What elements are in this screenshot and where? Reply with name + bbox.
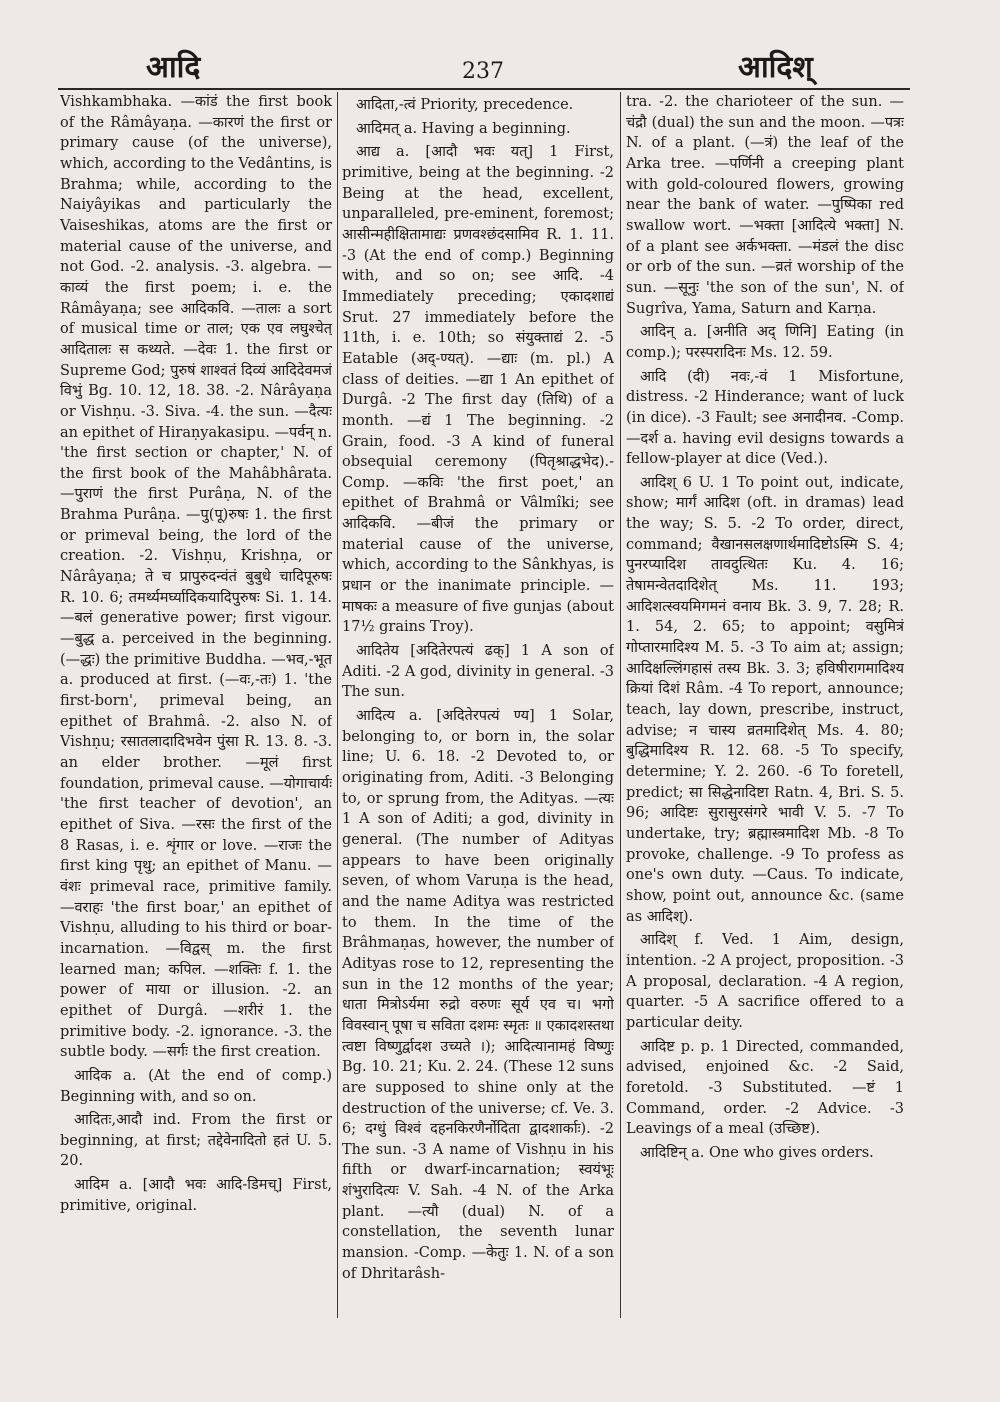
entry-paragraph: आदित्य a. [अदितेरपत्यं ण्य] 1 Solar, belonging to, or born in, the solar line; U. 6. 18. -2 Devoted to, or originating from, Aditi. -3 Belonging to, or sprung from, the Adityas. —त्यः 1 A son of Aditi; a god, divinity in general. (The number of Adityas appears to have been originally seven, of whom Varuṇa is the head, and the name Aditya was restricted to them. In the time of the Brâhmaṇas, however, the number of Adityas rose to 12, representing the sun in the 12 months of the year; धाता मित्रोऽर्यमा रुद्रो वरुणः सूर्य एव च। भगो विवस्वान् पूषा च सविता दशमः स्मृतः ॥ एकादशस्तथा त्वष्टा विष्णुर्द्वादश उच्यते ।); आदित्यानामहं विष्णुः Bg. 10. 21; Ku. 2. 24. (These 12 suns are supposed to shine only at the destruction of the universe; cf. Ve. 3. 6; दग्धुं विश्वं दहनकिरणैर्नोदिता द्वादशार्काः). -2 The sun. -3 A name of Vishṇu in his fifth or dwarf-incarnation; स्वयंभूः शंभुरादित्यः V. Sah. -4 N. of the Arka plant. —त्यौ (dual) N. of a constellation, the seventh lunar mansion. -Comp. —केतुः 1. N. of a son of Dhritarâsh- bbox=[342, 708, 614, 1282]
entry-paragraph: आदिमत् a. Having a beginning. bbox=[356, 120, 571, 137]
entry-paragraph: आदिम a. [आदौ भवः आदि-डिमच्] First, primitive, original. bbox=[60, 1177, 332, 1214]
entry-paragraph: tra. -2. the charioteer of the sun. —चंद्रौ (dual) the sun and the moon. —पत्रः N. of a plant. (—त्रं) the leaf of the Arka tree. —पर्णिनी a creeping plant with gold-coloured flowers, growing near the bank of water. —पुष्पिका red swallow wort. —भक्ता [आदित्ये भक्ता] N. of a plant see अर्कभक्ता. —मंडलं the disc or orb of the sun. —व्रतं worship of the sun. —सूनुः 'the son of the sun', N. of Sugrîva, Yama, Saturn and Karṇa. bbox=[626, 94, 904, 317]
header-rule bbox=[58, 88, 910, 90]
page-number: 237 bbox=[462, 59, 504, 84]
entry-paragraph: आदिश् 6 U. 1 To point out, indicate, show; मार्गं आदिश (oft. in dramas) lead the way; S. 5. -2 To order, direct, command; वैखानसलक्षणार्थमादिष्टोऽस्मि S. 4; पुनरप्यादिश तावदुत्थितः Ku. 4. 16; तेषामन्वेतदादिशेत् Ms. 11. 193; आदिशत्स्वयमिगमनं वनाय Bk. 3. 9, 7. 28; R. 1. 54, 2. 65; to appoint; वसुमित्रं गोप्तारमादिश्य M. 5. -3 To aim at; assign; आदिक्षल्लिंगहासं तस्य Bk. 3. 3; हविषीरागमादिश्य क्रियां दिशं Râm. -4 To report, announce; teach, lay down, prescribe, instruct, advise; न चास्य व्रतमादिशेत् Ms. 4. 80; बुद्धिमादिश्य R. 12. 68. -5 To specify, determine; Y. 2. 260. -6 To foretell, predict; सा सिद्धेनादिष्टा Ratn. 4, Bri. S. 5. 96; आदिष्टः सुरासुरसंगरे भावी V. 5. -7 To undertake, try; ब्रह्मास्त्रमादिश Mb. -8 To provoke, challenge. -9 To profess as one's own duty. —Caus. To indicate, show, point out, announce &c. (same as आदिश्). bbox=[626, 474, 904, 925]
entry-paragraph: आदिष्ट p. p. 1 Directed, commanded, advised, enjoined &c. -2 Said, foretold. -3 Substituted. —ष्टं 1 Command, order. -2 Advice. -3 Leavings of a meal (उच्छिष्ट). bbox=[626, 1038, 904, 1138]
entry-paragraph: आदि (दी) नवः,-वं 1 Misfortune, distress. -2 Hinderance; want of luck (in dice). -3 Fault; see अनादीनव. -Comp. —दर्श a. having evil designs towards a fellow-player at dice (Ved.). bbox=[626, 368, 904, 468]
entry-paragraph: आदिष्टिन् a. One who gives orders. bbox=[640, 1144, 874, 1161]
column-2 bbox=[342, 92, 614, 1314]
entry-paragraph: आदितः,आदौ ind. From the first or beginning, at first; तद्देवेनादितो हतं U. 5. 20. bbox=[60, 1112, 332, 1170]
column-3 bbox=[626, 92, 904, 1314]
header-left-word: आदि bbox=[146, 50, 201, 85]
header-right-word: आदिश् bbox=[738, 50, 813, 85]
column-1 bbox=[60, 92, 332, 1314]
entry-paragraph: आदिश् f. Ved. 1 Aim, design, intention. -2 A project, proposition. -3 A proposal, declaration. -4 A region, quarter. -5 A sacrifice offered to a particular deity. bbox=[626, 932, 904, 1031]
column-divider bbox=[337, 92, 338, 1318]
entry-paragraph: आद्य a. [आदौ भवः यत्] 1 First, primitive, being at the beginning. -2 Being at the head, excellent, unparalleled, pre-eminent, foremost; आसीन्महीक्षितामाद्यः प्रणवश्छंदसामिव R. 1. 11. -3 (At the end of comp.) Beginning with, and so on; see आदि. -4 Immediately preceding; एकादशाद्यं Srut. 27 immediately before the 11th, i. e. 10th; so संयुक्ताद्यं 2. -5 Eatable (अद्-ण्यत्). —द्याः (m. pl.) A class of deities. —द्या 1 An epithet of Durgâ. -2 The first day (तिथि) of a month. —द्यं 1 The beginning. -2 Grain, food. -3 A kind of funeral obsequial ceremony (पितृश्राद्धभेद).-Comp. —कविः 'the first poet,' an epithet of Brahmâ or Vâlmîki; see आदिकवि. —बीजं the primary or material cause of the universe, which, according to the Sânkhyas, is प्रधान or the inanimate principle. —माषकः a measure of five gunjas (about 17½ grains Troy). bbox=[342, 144, 614, 636]
entry-paragraph: आदिक a. (At the end of comp.) Beginning with, and so on. bbox=[60, 1067, 332, 1105]
entry-paragraph: आदिन् a. [अनीति अद् णिनि] Eating (in comp.); परस्परादिनः Ms. 12. 59. bbox=[626, 324, 904, 361]
entry-paragraph: आदिता,-त्वं Priority, precedence. bbox=[356, 97, 574, 113]
entry-paragraph: आदितेय [अदितेरपत्यं ढक्] 1 A son of Aditi. -2 A god, divinity in general. -3 The sun. bbox=[342, 643, 614, 701]
entry-paragraph: Vishkambhaka. —कांडं the first book of the Râmâyaṇa. —कारणं the first or primary cause (of the universe), which, according to the Vedântins, is Brahma; while, according to the Naiyâyikas and particularly the Vaiseshikas, atoms are the first or material cause of the universe, and not God. -2. analysis. -3. algebra. —काव्यं the first poem; i. e. the Râmâyaṇa; see आदिकवि. —तालः a sort of musical time or ताल; एक एव लघुश्चेत् आदितालः स कथ्यते. —देवः 1. the first or Supreme God; पुरुषं शाश्वतं दिव्यं आदिदेवमजं विभुं Bg. 10. 12, 18. 38. -2. Nârâyaṇa or Vishṇu. -3. Siva. -4. the sun. —दैत्यः an epithet of Hiraṇyakasipu. —पर्वन् n. 'the first section or chapter,' N. of the first book of the Mahâbhârata. —पुराणं the first Purâṇa, N. of the Brahma Purâṇa. —पु(पू)रुषः 1. the first or primeval being, the lord of the creation. -2. Vishṇu, Krishṇa, or Nârâyaṇa; ते च प्रापुरुदन्वंतं बुबुधे चादिपूरुषः R. 10. 6; तमर्थ्यमर्घ्यादिकयादिपुरुषः Si. 1. 14. —बलं generative power; first vigour. —बुद्ध a. perceived in the beginning. (—द्धः) the primitive Buddha. —भव,-भूत a. produced at first. (—वः,-तः) 1. 'the first-born', primeval being, an epithet of Brahmâ. -2. also N. of Vishṇu; रसातलादादिभवेन पुंसा R. 13. 8. -3. an elder brother. —मूलं first foundation, primeval cause. —योगाचार्यः 'the first teacher of devotion', an epithet of Siva. —रसः the first of the 8 Rasas, i. e. शृंगार or love. —राजः the first king पृथु; an epithet of Manu. —वंशः primeval race, primitive family. —वराहः 'the first boar,' an epithet of Vishṇu, alluding to his third or boar-incarnation. —विद्वस् m. the first learned man; कपिल. —शक्तिः f. 1. the power of माया or illusion. -2. an epithet of Durgâ. —शरीरं 1. the primitive body. -2. ignorance. -3. the subtle body. —सर्गः the first creation. bbox=[60, 94, 332, 1061]
column-divider bbox=[620, 92, 621, 1318]
